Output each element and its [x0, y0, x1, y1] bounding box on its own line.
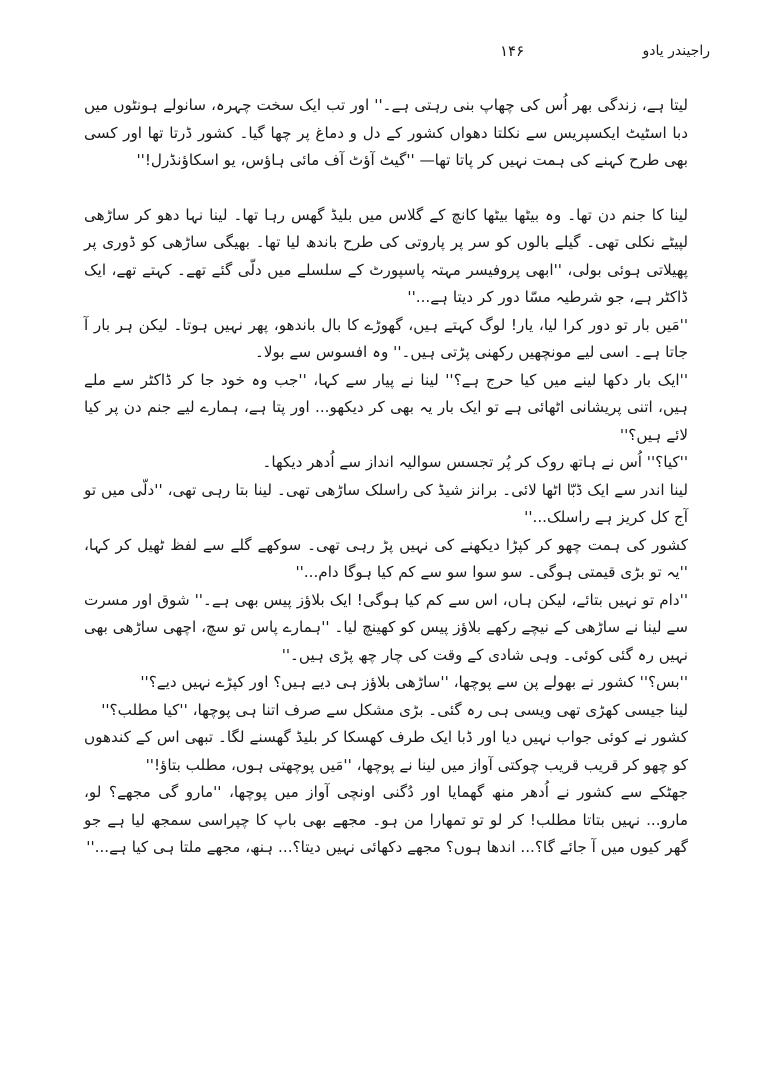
- paragraph: ''کیا؟'' اُس نے ہاتھ روک کر پُر تجسس سوالیہ انداز سے اُدھر دیکھا۔: [262, 453, 688, 471]
- paragraph: لینا اندر سے ایک ڈبّا اٹھا لائی۔ برانز شیڈ کی راسلک ساڑھی تھی۔ لینا بتا رہی تھی، ''دلّی میں تو آج کل کریز ہے راسلک...'': [84, 480, 688, 526]
- paragraph: کشور کی ہمت چھو کر کپڑا دیکھنے کی نہیں پڑ رہی تھی۔ سوکھے گلے سے لفظ ٹھیل کر کہا، ''یہ تو بڑی قیمتی ہوگی۔ سو سوا سو سے کم کیا ہوگا دام...'': [84, 535, 688, 581]
- paragraph: لیتا ہے، زندگی بھر اُس کی چھاپ بنی رہتی ہے۔'' اور تب ایک سخت چہرہ، سانولے ہونٹوں میں دبا اسٹیٹ ایکسپریس سے نکلتا دھواں کشور کے دل و دماغ پر چھا گیا۔ کشور ڈرتا تھا اور کسی بھی طرح کہنے کی ہمت نہیں کر پاتا تھا— ''گیٹ آؤٹ آف مائی ہاؤس، یو اسکاؤنڈرل!'': [84, 96, 688, 169]
- page-header: [500, 40, 710, 62]
- paragraph: لینا کا جنم دن تھا۔ وہ بیٹھا بیٹھا کانچ کے گلاس میں بلیڈ گھس رہا تھا۔ لینا نہا دھو کر ساڑھی لپیٹے نکلی تھی۔ گیلے بالوں کو سر پر پاروتی کی طرح باندھ لیا تھا۔ بھیگی ساڑھی کو ڈوری پر پھیلاتی ہوئی بولی، ''ابھی پروفیسر مہتہ پاسپورٹ کے سلسلے میں دلّی گئے تھے۔ کہتے تھے، ایک ڈاکٹر ہے، جو شرطیہ مسّا دور کر دیتا ہے...'': [84, 205, 688, 306]
- paragraph: لینا جیسی کھڑی تھی ویسی ہی رہ گئی۔ بڑی مشکل سے صرف اتنا ہی پوچھا، ''کیا مطلب؟'': [101, 700, 688, 719]
- running-title: راجیندر یادو: [642, 43, 710, 59]
- paragraph: ''مَیں بار تو دور کرا لیا، یار! لوگ کہتے ہیں، گھوڑے کا بال باندھو، پھر نہیں ہوتا۔ لیکن ہر بار آ جاتا ہے۔ اسی لیے مونچھیں رکھنی پڑتی ہیں۔'' وہ افسوس سے بولا۔: [84, 315, 688, 361]
- paragraph: جھٹکے سے کشور نے اُدھر منھ گھمایا اور دُگنی اونچی آواز میں پوچھا، ''مارو گی مجھے؟ لو، مارو... نہیں بتاتا مطلب! کر لو تو تمھارا من ہو۔ مجھے بھی باپ کا چپراسی سمجھ لیا ہے جو گھر کیوں میں آ جائے گا؟... اندھا ہوں؟ مجھے دکھائی نہیں دیتا؟... ہنھ، مجھے ملتا ہی کیا ہے...'': [84, 783, 688, 856]
- paragraph: ''بس؟'' کشور نے بھولے پن سے پوچھا، ''ساڑھی بلاؤز ہی دیے ہیں؟ اور کپڑے نہیں دیے؟'': [140, 673, 688, 691]
- paragraph: ''ایک بار دکھا لینے میں کیا حرج ہے؟'' لینا نے پیار سے کہا، ''جب وہ خود جا کر ڈاکٹر سے ملے ہیں، اتنی پریشانی اٹھائی ہے تو ایک بار یہ بھی کر دیکھو... اور پتا ہے، ہمارے لیے جنم دن پر کیا لائے ہیں؟'': [84, 370, 688, 444]
- paragraph: ''دام تو نہیں بتائے، لیکن ہاں، اس سے کم کیا ہوگی! ایک بلاؤز پیس بھی ہے۔'' شوق اور مسرت سے لینا نے ساڑھی کے نیچے رکھے بلاؤز پیس کو کھینچ لیا۔ ''ہمارے پاس تو سچ، اچھی ساڑھی بھی نہیں رہ گئی کوئی۔ وہی شادی کے وقت کی چار چھ پڑی ہیں۔'': [84, 590, 688, 664]
- page-number: ۱۴۶: [500, 42, 525, 60]
- body-text: [84, 92, 688, 862]
- paragraph: کشور نے کوئی جواب نہیں دیا اور ڈبا ایک طرف کھسکا کر بلیڈ گھسنے لگا۔ تبھی اس کے کندھوں کو چھو کر قریب قریب چوکتی آواز میں لینا نے پوچھا، ''مَیں پوچھتی ہوں، مطلب بتاؤ!'': [84, 728, 688, 774]
